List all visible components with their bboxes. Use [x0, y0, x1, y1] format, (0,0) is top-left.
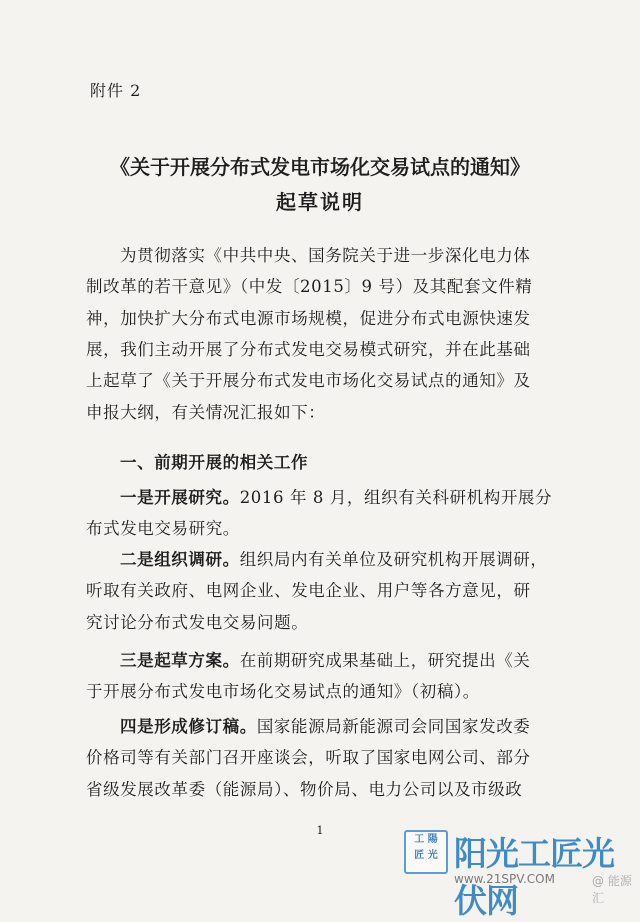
- page-number: 1: [316, 824, 324, 837]
- item-line: 究讨论分布式发电交易问题。: [86, 612, 309, 632]
- item-first-line: [86, 645, 562, 676]
- item-text: 2016 年 8 月，组织有关科研机构开展分: [239, 488, 553, 507]
- item-paragraph: [86, 711, 562, 805]
- item-first-line: [86, 544, 562, 575]
- intro-line: 申报大纲，有关情况汇报如下：: [86, 402, 326, 422]
- item-line: 听取有关政府、电网企业、发电企业、用户等各方意见，研: [86, 581, 531, 601]
- item-lead: 四是形成修订稿。: [120, 717, 257, 736]
- item-paragraph: [86, 544, 562, 638]
- item-line: 价格司等有关部门召开座谈会，听取了国家电网公司、部分: [86, 748, 531, 768]
- intro-line: 为贯彻落实《中共中央、国务院关于进一步深化电力体: [120, 246, 531, 265]
- item-line: 布式发电交易研究。: [86, 519, 240, 539]
- watermark-brand: 阳光工匠光伏网: [454, 834, 614, 920]
- item-lead: 三是起草方案。: [120, 651, 240, 670]
- item-paragraph: [86, 482, 562, 545]
- intro-line: 制改革的若干意见》（中发〔2015〕9 号）及其配套文件精: [86, 277, 533, 297]
- watermark-account: @ 能源汇: [592, 874, 632, 905]
- section-heading-text: 一、前期开展的相关工作: [120, 453, 309, 472]
- attachment-label: 附件 2: [90, 81, 142, 100]
- item-line: 省级发展改革委（能源局）、物价局、电力公司以及市级政: [86, 779, 523, 799]
- badge-icon: [404, 830, 448, 874]
- item-first-line: [86, 482, 562, 513]
- item-first-line: [86, 711, 562, 742]
- watermark-logo: [400, 824, 640, 920]
- item-text: 组织局内有关单位及研究机构开展调研，: [239, 550, 548, 569]
- badge-text-top: 工 陽: [414, 834, 438, 845]
- item-text: 在前期研究成果基础上，研究提出《关: [239, 651, 531, 670]
- item-lead: 一是开展研究。: [120, 488, 240, 507]
- item-line: 于开展分布式发电市场化交易试点的通知》（初稿）。: [86, 682, 480, 702]
- document-title: 《关于开展分布式发电市场化交易试点的通知》: [110, 155, 530, 179]
- intro-line: 上起草了《关于开展分布式发电市场化交易试点的通知》及: [86, 371, 531, 391]
- badge-text-bottom: 匠 光: [414, 850, 438, 861]
- watermark-url: www.21SPV.COM: [454, 872, 555, 886]
- section-heading: [86, 447, 562, 478]
- intro-paragraph: [86, 240, 562, 428]
- item-text: 国家能源局新能源司会同国家发改委: [256, 717, 531, 736]
- intro-line: 神，加快扩大分布式电源市场规模，促进分布式电源快速发: [86, 308, 531, 328]
- item-lead: 二是组织调研。: [120, 550, 240, 569]
- document-subtitle: 起草说明: [276, 190, 364, 214]
- intro-line: 展，我们主动开展了分布式发电交易模式研究，并在此基础: [86, 340, 531, 360]
- item-paragraph: [86, 645, 562, 708]
